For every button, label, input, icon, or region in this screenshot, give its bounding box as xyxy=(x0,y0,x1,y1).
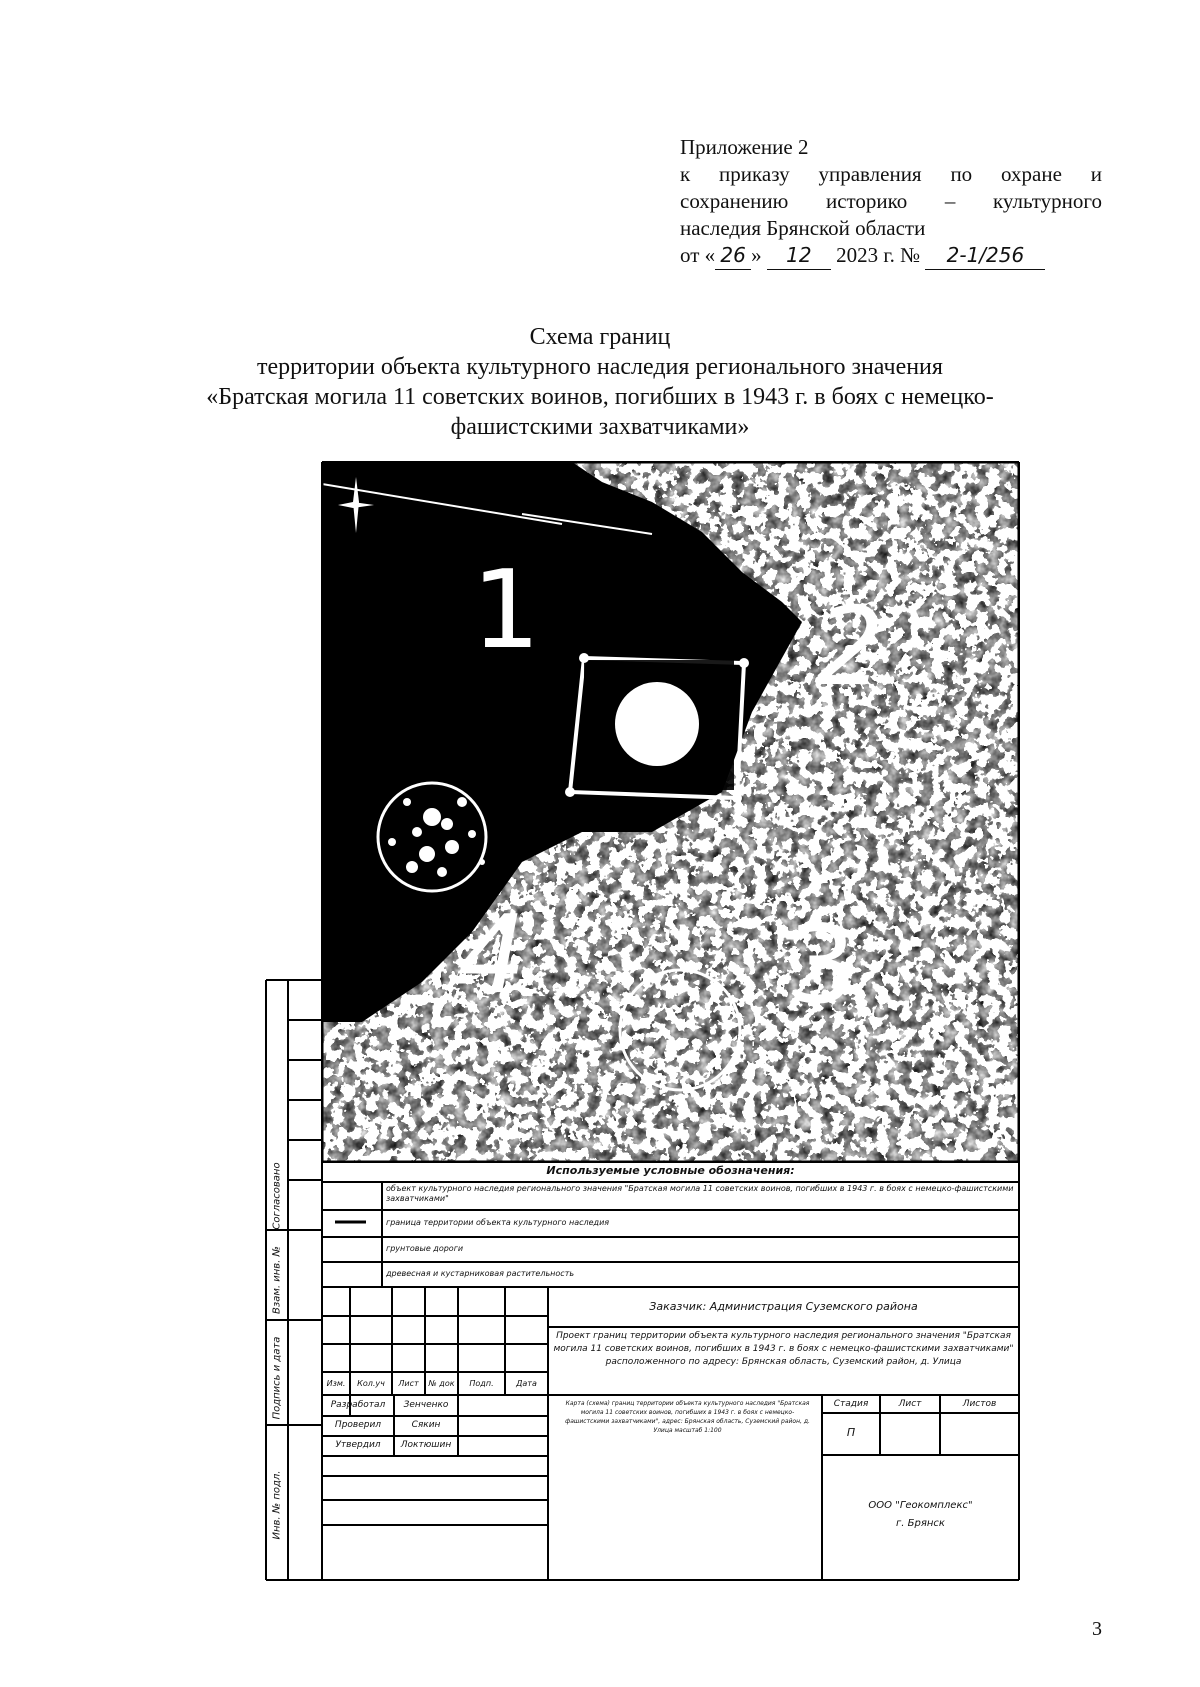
stamp-project: Проект границ территории объекта культурного наследия регионального значения "Братская могила 11 советских воинов, погибших в 1943 г. в боях с немецко-фашистскими захватчиками" расположенного по адресу: Брянская область, Суземский район, д. Улица xyxy=(553,1331,1014,1367)
title-line-4: фашистскими захватчиками» xyxy=(450,414,750,440)
appendix-line-3: сохранению историко – культурного xyxy=(680,189,1102,213)
legend-row-2: граница территории объекта культурного наследия xyxy=(386,1218,610,1227)
appendix-line-4: наследия Брянской области xyxy=(680,216,926,240)
col-kol: Кол.уч xyxy=(357,1379,385,1388)
col-list: Лист xyxy=(398,1379,419,1388)
company-city: г. Брянск xyxy=(896,1518,945,1529)
legend-header: Используемые условные обозначения: xyxy=(546,1164,795,1177)
date-year: 2023 г. № xyxy=(836,243,921,267)
legend-row-4: древесная и кустарниковая растительность xyxy=(386,1269,575,1278)
role-checker: Проверил xyxy=(334,1420,382,1430)
name-approver: Локтюшин xyxy=(400,1440,452,1450)
date-mid: » xyxy=(751,243,762,267)
date-prefix: от « xyxy=(680,243,716,267)
date-month: 12 xyxy=(767,242,831,270)
stamp-customer: Заказчик: Администрация Суземского района xyxy=(649,1300,918,1313)
date-day: 26 xyxy=(715,242,751,270)
map-label-4: 4 xyxy=(457,893,527,1018)
sheet-label: Лист xyxy=(898,1399,922,1409)
col-izm: Изм. xyxy=(326,1379,346,1388)
title-line-3: «Братская могила 11 советских воинов, погибших в 1943 г. в боях с немецко- xyxy=(206,384,994,410)
map-label-3: 3 xyxy=(787,903,857,1028)
stage-value: П xyxy=(846,1426,856,1439)
side-label-inv-orig: Инв. № подл. xyxy=(271,1470,283,1540)
title-line-2: территории объекта культурного наследия регионального значения xyxy=(257,354,943,380)
appendix-line-2: к приказу управления по охране и xyxy=(680,162,1102,186)
role-approver: Утвердил xyxy=(335,1440,381,1450)
role-developer: Разработал xyxy=(330,1400,386,1410)
title-line-1: Схема границ xyxy=(529,324,671,350)
sheet-description: Карта (схема) границ территории объекта культурного наследия "Братская могила 11 советских воинов, погибших в 1943 г. в боях с немецко-фашистскими захватчиками", адрес: Брянская область, Суземский район, д. Улица масштаб 1:100 xyxy=(565,1400,810,1434)
company-name: ООО "Геокомплекс" xyxy=(868,1500,973,1511)
side-label-replace-inv: Взам. инв. № xyxy=(271,1246,283,1314)
col-date: Дата xyxy=(516,1379,537,1388)
col-sign: Подп. xyxy=(469,1379,494,1388)
map-label-1: 1 xyxy=(471,548,541,673)
stage-label: Стадия xyxy=(833,1399,869,1409)
legend-row-3: грунтовые дороги xyxy=(386,1244,464,1253)
appendix-line-1: Приложение 2 xyxy=(680,135,809,159)
name-checker: Сякин xyxy=(411,1420,441,1430)
side-label-signature-date: Подпись и дата xyxy=(271,1336,283,1419)
sheets-label: Листов xyxy=(962,1399,997,1409)
map-label-2: 2 xyxy=(815,585,885,710)
order-number: 2-1/256 xyxy=(925,242,1045,270)
legend-row-1: объект культурного наследия регионального значения "Братская могила 11 советских воинов, погибших в 1943 г. в боях с немецко-фашистскими захватчиками" xyxy=(386,1184,1014,1203)
col-doc: № док xyxy=(428,1379,455,1388)
side-label-agreed: Согласовано xyxy=(271,1162,283,1230)
page-number: 3 xyxy=(1092,1618,1102,1640)
name-developer: Зенченко xyxy=(403,1400,449,1410)
